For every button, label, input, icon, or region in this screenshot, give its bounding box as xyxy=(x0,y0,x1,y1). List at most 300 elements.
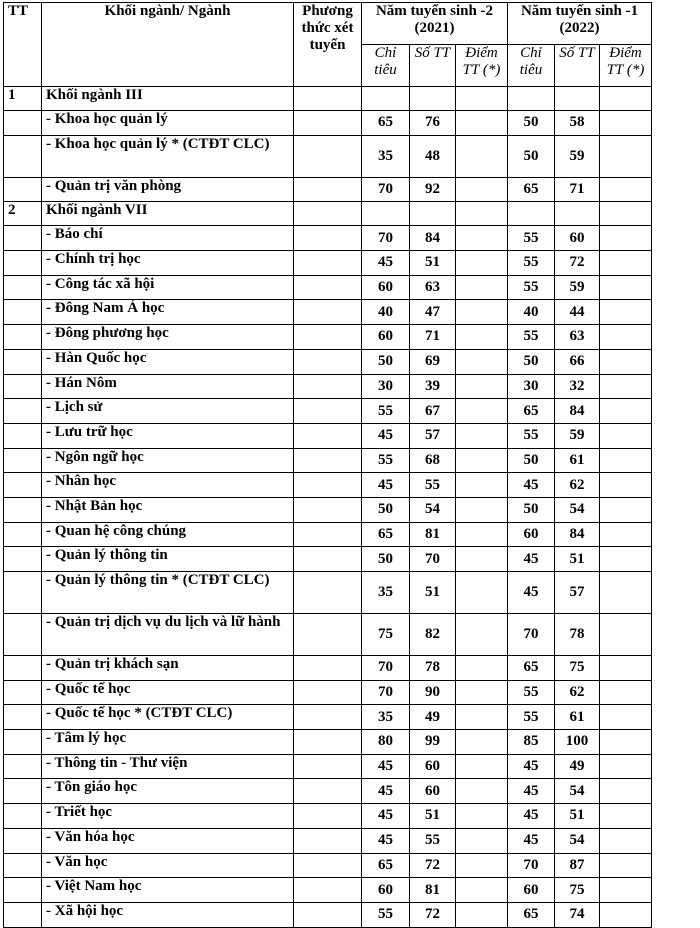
method-cell xyxy=(294,177,362,202)
major-name: - Nhật Bản học xyxy=(42,497,294,522)
table-row xyxy=(4,448,652,473)
empty-cell xyxy=(600,87,652,111)
quota-2022: 55 xyxy=(508,275,555,300)
quota-2022: 55 xyxy=(508,251,555,276)
major-name: - Xã hội học xyxy=(42,902,294,927)
major-name: - Hàn Quốc học xyxy=(42,349,294,374)
admitted-2021: 69 xyxy=(410,349,456,374)
empty-cell xyxy=(4,349,42,374)
method-cell xyxy=(294,656,362,681)
admitted-2021: 67 xyxy=(410,399,456,424)
quota-2021: 40 xyxy=(362,300,410,325)
score-2022 xyxy=(600,754,652,779)
empty-cell xyxy=(4,828,42,853)
score-2022 xyxy=(600,374,652,399)
score-2022 xyxy=(600,349,652,374)
quota-2022: 85 xyxy=(508,730,555,755)
method-cell xyxy=(294,902,362,927)
table-row xyxy=(4,680,652,705)
subheader-quota-2022: Chỉ tiêu xyxy=(508,45,555,87)
admitted-2021: 99 xyxy=(410,730,456,755)
score-2021 xyxy=(456,349,508,374)
method-cell xyxy=(294,522,362,547)
quota-2021: 45 xyxy=(362,779,410,804)
table-row xyxy=(4,853,652,878)
empty-cell xyxy=(4,111,42,136)
subheader-score-2022: Điểm TT (*) xyxy=(600,45,652,87)
admitted-2021: 70 xyxy=(410,547,456,572)
admitted-2021: 49 xyxy=(410,705,456,730)
major-name: - Ngôn ngữ học xyxy=(42,448,294,473)
score-2021 xyxy=(456,705,508,730)
empty-cell xyxy=(4,614,42,656)
major-name: - Văn học xyxy=(42,853,294,878)
score-2021 xyxy=(456,473,508,498)
table-row xyxy=(4,275,652,300)
quota-2021: 60 xyxy=(362,878,410,903)
quota-2022: 65 xyxy=(508,902,555,927)
quota-2022: 50 xyxy=(508,111,555,136)
quota-2022: 45 xyxy=(508,547,555,572)
score-2022 xyxy=(600,730,652,755)
header-year-2022: Năm tuyển sinh -1 (2022) xyxy=(508,3,652,45)
method-cell xyxy=(294,547,362,572)
major-name: - Hán Nôm xyxy=(42,374,294,399)
major-name: - Đông Nam Á học xyxy=(42,300,294,325)
group-number: 1 xyxy=(4,87,42,111)
group-row xyxy=(4,202,652,226)
major-name: - Quản lý thông tin * (CTĐT CLC) xyxy=(42,572,294,614)
score-2021 xyxy=(456,779,508,804)
quota-2022: 50 xyxy=(508,349,555,374)
score-2022 xyxy=(600,177,652,202)
admitted-2022: 49 xyxy=(555,754,600,779)
method-cell xyxy=(294,680,362,705)
quota-2021: 45 xyxy=(362,804,410,829)
empty-cell xyxy=(362,202,410,226)
table-row xyxy=(4,754,652,779)
empty-cell xyxy=(456,87,508,111)
quota-2021: 45 xyxy=(362,828,410,853)
table-row xyxy=(4,226,652,251)
admitted-2022: 66 xyxy=(555,349,600,374)
major-name: - Quản trị dịch vụ du lịch và lữ hành xyxy=(42,614,294,656)
quota-2022: 50 xyxy=(508,497,555,522)
method-cell xyxy=(294,473,362,498)
empty-cell xyxy=(4,374,42,399)
score-2022 xyxy=(600,325,652,350)
score-2021 xyxy=(456,423,508,448)
major-name: - Khoa học quản lý * (CTĐT CLC) xyxy=(42,135,294,177)
quota-2021: 35 xyxy=(362,705,410,730)
subheader-admitted-2022: Số TT xyxy=(555,45,600,87)
major-name: - Tâm lý học xyxy=(42,730,294,755)
score-2021 xyxy=(456,399,508,424)
subheader-quota-2021: Chỉ tiêu xyxy=(362,45,410,87)
score-2022 xyxy=(600,399,652,424)
score-2021 xyxy=(456,226,508,251)
quota-2022: 70 xyxy=(508,614,555,656)
major-name: - Khoa học quản lý xyxy=(42,111,294,136)
admission-table xyxy=(3,2,652,928)
method-cell xyxy=(294,804,362,829)
score-2021 xyxy=(456,730,508,755)
method-cell xyxy=(294,349,362,374)
score-2022 xyxy=(600,572,652,614)
score-2021 xyxy=(456,902,508,927)
admitted-2021: 54 xyxy=(410,497,456,522)
quota-2021: 50 xyxy=(362,349,410,374)
empty-cell xyxy=(4,399,42,424)
quota-2022: 55 xyxy=(508,680,555,705)
admitted-2021: 60 xyxy=(410,754,456,779)
admitted-2022: 62 xyxy=(555,680,600,705)
admitted-2022: 72 xyxy=(555,251,600,276)
table-header xyxy=(4,3,652,87)
admitted-2022: 61 xyxy=(555,448,600,473)
empty-cell xyxy=(4,177,42,202)
quota-2021: 45 xyxy=(362,473,410,498)
admitted-2022: 75 xyxy=(555,656,600,681)
admitted-2021: 71 xyxy=(410,325,456,350)
table-row xyxy=(4,804,652,829)
score-2022 xyxy=(600,656,652,681)
major-name: - Quốc tế học * (CTĐT CLC) xyxy=(42,705,294,730)
quota-2022: 55 xyxy=(508,423,555,448)
admitted-2021: 39 xyxy=(410,374,456,399)
method-cell xyxy=(294,325,362,350)
score-2021 xyxy=(456,656,508,681)
admitted-2021: 84 xyxy=(410,226,456,251)
empty-cell xyxy=(4,300,42,325)
major-name: - Việt Nam học xyxy=(42,878,294,903)
table-row xyxy=(4,547,652,572)
group-name: Khối ngành III xyxy=(42,87,294,111)
quota-2021: 75 xyxy=(362,614,410,656)
admitted-2021: 92 xyxy=(410,177,456,202)
empty-cell xyxy=(555,87,600,111)
admitted-2021: 76 xyxy=(410,111,456,136)
quota-2021: 70 xyxy=(362,177,410,202)
major-name: - Tôn giáo học xyxy=(42,779,294,804)
quota-2021: 45 xyxy=(362,423,410,448)
empty-cell xyxy=(4,656,42,681)
score-2022 xyxy=(600,497,652,522)
header-tt: TT xyxy=(4,3,42,87)
admitted-2021: 63 xyxy=(410,275,456,300)
admitted-2021: 82 xyxy=(410,614,456,656)
empty-cell xyxy=(508,202,555,226)
admitted-2021: 55 xyxy=(410,473,456,498)
score-2021 xyxy=(456,522,508,547)
major-name: - Quốc tế học xyxy=(42,680,294,705)
table-row xyxy=(4,177,652,202)
quota-2022: 30 xyxy=(508,374,555,399)
admitted-2022: 44 xyxy=(555,300,600,325)
score-2021 xyxy=(456,111,508,136)
score-2022 xyxy=(600,902,652,927)
score-2022 xyxy=(600,275,652,300)
table-row xyxy=(4,111,652,136)
empty-cell xyxy=(4,572,42,614)
admitted-2021: 81 xyxy=(410,878,456,903)
admitted-2021: 57 xyxy=(410,423,456,448)
score-2022 xyxy=(600,473,652,498)
group-number: 2 xyxy=(4,202,42,226)
empty-cell xyxy=(456,202,508,226)
empty-cell xyxy=(4,705,42,730)
score-2021 xyxy=(456,853,508,878)
admitted-2022: 58 xyxy=(555,111,600,136)
empty-cell xyxy=(555,202,600,226)
table-row xyxy=(4,522,652,547)
score-2022 xyxy=(600,448,652,473)
admitted-2022: 78 xyxy=(555,614,600,656)
table-row xyxy=(4,779,652,804)
quota-2022: 65 xyxy=(508,399,555,424)
admitted-2021: 78 xyxy=(410,656,456,681)
admitted-2022: 75 xyxy=(555,878,600,903)
empty-cell xyxy=(294,202,362,226)
table-row xyxy=(4,135,652,177)
quota-2022: 50 xyxy=(508,135,555,177)
method-cell xyxy=(294,135,362,177)
score-2021 xyxy=(456,325,508,350)
major-name: - Công tác xã hội xyxy=(42,275,294,300)
method-cell xyxy=(294,111,362,136)
admitted-2021: 48 xyxy=(410,135,456,177)
admitted-2022: 54 xyxy=(555,828,600,853)
admitted-2021: 90 xyxy=(410,680,456,705)
admitted-2022: 74 xyxy=(555,902,600,927)
major-name: - Triết học xyxy=(42,804,294,829)
method-cell xyxy=(294,399,362,424)
admitted-2021: 47 xyxy=(410,300,456,325)
quota-2021: 35 xyxy=(362,572,410,614)
admitted-2022: 57 xyxy=(555,572,600,614)
score-2022 xyxy=(600,614,652,656)
quota-2021: 70 xyxy=(362,226,410,251)
admitted-2022: 61 xyxy=(555,705,600,730)
empty-cell xyxy=(4,547,42,572)
admitted-2022: 84 xyxy=(555,399,600,424)
score-2022 xyxy=(600,423,652,448)
table-row xyxy=(4,423,652,448)
admitted-2021: 51 xyxy=(410,251,456,276)
score-2021 xyxy=(456,448,508,473)
table-row xyxy=(4,614,652,656)
score-2021 xyxy=(456,828,508,853)
admitted-2021: 81 xyxy=(410,522,456,547)
group-name: Khối ngành VII xyxy=(42,202,294,226)
empty-cell xyxy=(4,902,42,927)
empty-cell xyxy=(4,680,42,705)
empty-cell xyxy=(4,779,42,804)
score-2022 xyxy=(600,878,652,903)
method-cell xyxy=(294,226,362,251)
empty-cell xyxy=(4,275,42,300)
major-name: - Lịch sử xyxy=(42,399,294,424)
score-2021 xyxy=(456,878,508,903)
score-2022 xyxy=(600,300,652,325)
admitted-2022: 87 xyxy=(555,853,600,878)
method-cell xyxy=(294,614,362,656)
empty-cell xyxy=(4,804,42,829)
quota-2021: 45 xyxy=(362,251,410,276)
table-row xyxy=(4,473,652,498)
method-cell xyxy=(294,497,362,522)
method-cell xyxy=(294,730,362,755)
quota-2021: 30 xyxy=(362,374,410,399)
score-2021 xyxy=(456,547,508,572)
method-cell xyxy=(294,572,362,614)
score-2022 xyxy=(600,853,652,878)
major-name: - Nhân học xyxy=(42,473,294,498)
score-2022 xyxy=(600,135,652,177)
method-cell xyxy=(294,374,362,399)
score-2021 xyxy=(456,804,508,829)
method-cell xyxy=(294,251,362,276)
score-2022 xyxy=(600,680,652,705)
major-name: - Chính trị học xyxy=(42,251,294,276)
table-row xyxy=(4,399,652,424)
quota-2022: 55 xyxy=(508,705,555,730)
admitted-2022: 60 xyxy=(555,226,600,251)
table-row xyxy=(4,374,652,399)
major-name: - Đông phương học xyxy=(42,325,294,350)
method-cell xyxy=(294,448,362,473)
quota-2021: 50 xyxy=(362,547,410,572)
quota-2021: 60 xyxy=(362,325,410,350)
empty-cell xyxy=(410,202,456,226)
score-2022 xyxy=(600,547,652,572)
quota-2021: 55 xyxy=(362,448,410,473)
quota-2022: 40 xyxy=(508,300,555,325)
table-row xyxy=(4,705,652,730)
method-cell xyxy=(294,754,362,779)
admitted-2022: 54 xyxy=(555,497,600,522)
subheader-score-2021: Điểm TT (*) xyxy=(456,45,508,87)
method-cell xyxy=(294,423,362,448)
table-row xyxy=(4,878,652,903)
table-row xyxy=(4,902,652,927)
quota-2022: 55 xyxy=(508,325,555,350)
admitted-2022: 59 xyxy=(555,275,600,300)
score-2021 xyxy=(456,275,508,300)
admitted-2022: 63 xyxy=(555,325,600,350)
score-2021 xyxy=(456,300,508,325)
admitted-2021: 51 xyxy=(410,804,456,829)
empty-cell xyxy=(4,878,42,903)
score-2021 xyxy=(456,374,508,399)
table-row xyxy=(4,497,652,522)
score-2022 xyxy=(600,226,652,251)
empty-cell xyxy=(4,730,42,755)
subheader-admitted-2021: Số TT xyxy=(410,45,456,87)
score-2022 xyxy=(600,779,652,804)
score-2021 xyxy=(456,572,508,614)
quota-2021: 80 xyxy=(362,730,410,755)
table-row xyxy=(4,300,652,325)
admitted-2022: 51 xyxy=(555,804,600,829)
quota-2021: 60 xyxy=(362,275,410,300)
quota-2021: 70 xyxy=(362,680,410,705)
table-row xyxy=(4,349,652,374)
empty-cell xyxy=(4,473,42,498)
method-cell xyxy=(294,828,362,853)
admitted-2021: 55 xyxy=(410,828,456,853)
table-row xyxy=(4,251,652,276)
quota-2022: 45 xyxy=(508,828,555,853)
quota-2021: 50 xyxy=(362,497,410,522)
quota-2021: 55 xyxy=(362,399,410,424)
table-row xyxy=(4,656,652,681)
score-2021 xyxy=(456,754,508,779)
major-name: - Quản trị văn phòng xyxy=(42,177,294,202)
quota-2022: 55 xyxy=(508,226,555,251)
admitted-2022: 84 xyxy=(555,522,600,547)
method-cell xyxy=(294,300,362,325)
score-2021 xyxy=(456,680,508,705)
quota-2021: 65 xyxy=(362,111,410,136)
method-cell xyxy=(294,853,362,878)
major-name: - Văn hóa học xyxy=(42,828,294,853)
method-cell xyxy=(294,275,362,300)
quota-2022: 50 xyxy=(508,448,555,473)
major-name: - Quan hệ công chúng xyxy=(42,522,294,547)
empty-cell xyxy=(4,325,42,350)
quota-2021: 55 xyxy=(362,902,410,927)
empty-cell xyxy=(362,87,410,111)
table-row xyxy=(4,325,652,350)
quota-2021: 65 xyxy=(362,853,410,878)
empty-cell xyxy=(600,202,652,226)
admitted-2022: 71 xyxy=(555,177,600,202)
quota-2021: 70 xyxy=(362,656,410,681)
empty-cell xyxy=(4,423,42,448)
quota-2022: 45 xyxy=(508,572,555,614)
admitted-2022: 59 xyxy=(555,135,600,177)
empty-cell xyxy=(410,87,456,111)
table-row xyxy=(4,572,652,614)
quota-2022: 65 xyxy=(508,656,555,681)
method-cell xyxy=(294,878,362,903)
quota-2022: 60 xyxy=(508,522,555,547)
quota-2022: 60 xyxy=(508,878,555,903)
admitted-2021: 68 xyxy=(410,448,456,473)
quota-2022: 45 xyxy=(508,473,555,498)
table-body xyxy=(4,87,652,928)
empty-cell xyxy=(4,226,42,251)
admitted-2021: 72 xyxy=(410,902,456,927)
score-2021 xyxy=(456,497,508,522)
table-row xyxy=(4,828,652,853)
score-2022 xyxy=(600,828,652,853)
empty-cell xyxy=(4,448,42,473)
score-2022 xyxy=(600,804,652,829)
admitted-2022: 54 xyxy=(555,779,600,804)
major-name: - Quản trị khách sạn xyxy=(42,656,294,681)
header-field: Khối ngành/ Ngành xyxy=(42,3,294,87)
group-row xyxy=(4,87,652,111)
method-cell xyxy=(294,779,362,804)
score-2021 xyxy=(456,135,508,177)
score-2022 xyxy=(600,251,652,276)
quota-2022: 70 xyxy=(508,853,555,878)
score-2021 xyxy=(456,614,508,656)
admitted-2022: 100 xyxy=(555,730,600,755)
empty-cell xyxy=(508,87,555,111)
